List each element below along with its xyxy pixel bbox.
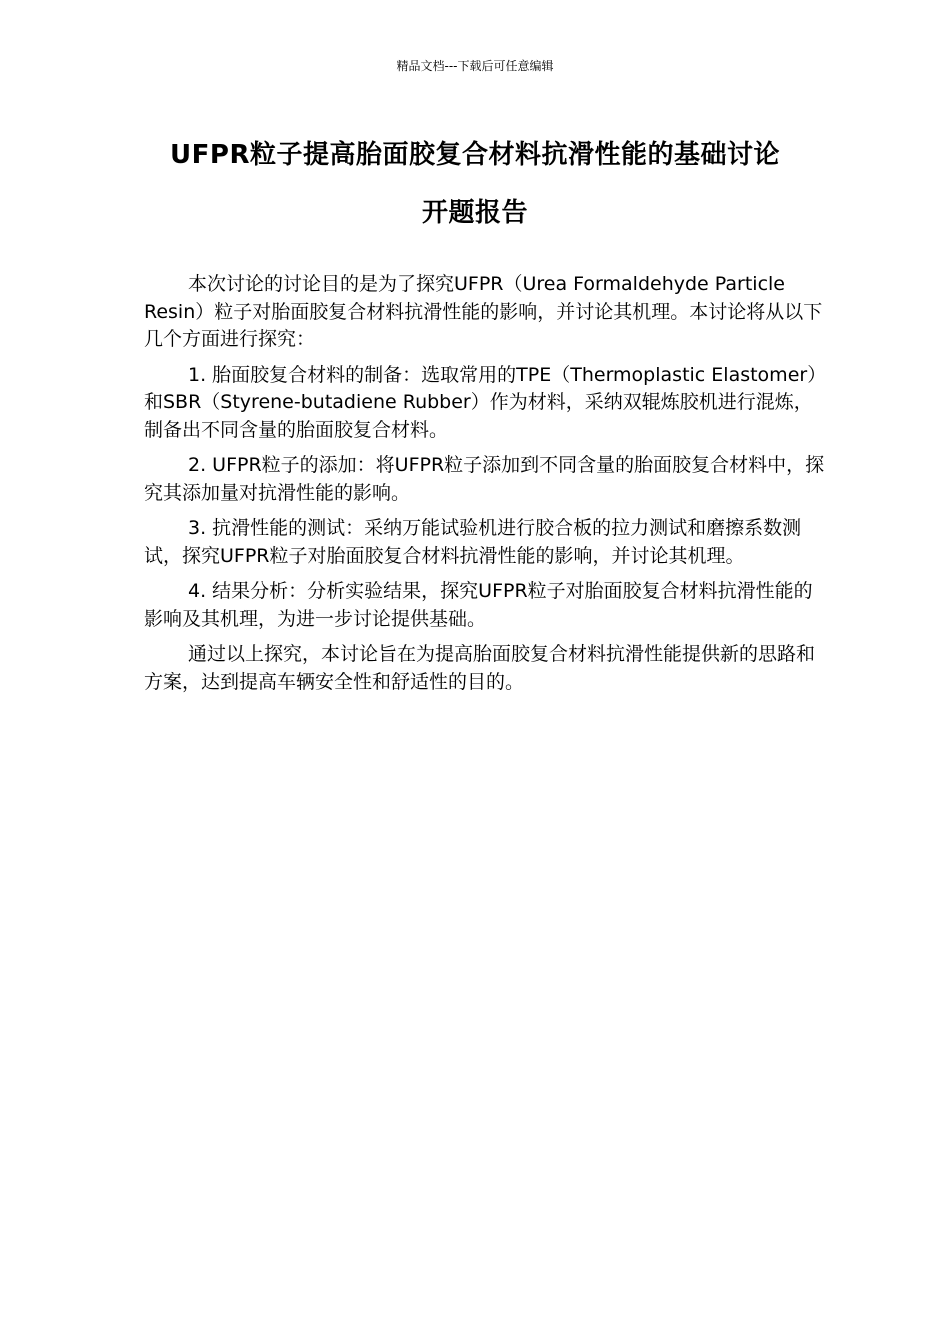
list-item-4: 4. 结果分析：分析实验结果，探究UFPR粒子对胎面胶复合材料抗滑性能的影响及其机理，为进一步讨论提供基础。 (144, 580, 813, 630)
list-item-3: 3. 抗滑性能的测试：采纳万能试验机进行胶合板的拉力测试和磨擦系数测试，探究UFPR粒子对胎面胶复合材料抗滑性能的影响，并讨论其机理。 (144, 517, 802, 567)
document-title-line-2: 开题报告 (421, 198, 528, 228)
intro-paragraph: 本次讨论的讨论目的是为了探究UFPR（Urea Formaldehyde Particle Resin）粒子对胎面胶复合材料抗滑性能的影响，并讨论其机理。本讨论将从以下几个方面进行探究： (144, 273, 823, 350)
conclusion-paragraph: 通过以上探究，本讨论旨在为提高胎面胶复合材料抗滑性能提供新的思路和方案，达到提高车辆安全性和舒适性的目的。 (144, 643, 816, 693)
header-note: 精品文档---下载后可任意编辑 (396, 59, 554, 73)
list-item-1: 1. 胎面胶复合材料的制备：选取常用的TPE（Thermoplastic Elastomer）和SBR（Styrene-butadiene Rubber）作为材料，采纳双辊炼胶机进行混炼，制备出不同含量的胎面胶复合材料。 (144, 363, 817, 441)
document-title-line-1: UFPR粒子提高胎面胶复合材料抗滑性能的基础讨论 (170, 140, 780, 170)
list-item-2: 2. UFPR粒子的添加：将UFPR粒子添加到不同含量的胎面胶复合材料中，探究其添加量对抗滑性能的影响。 (144, 454, 825, 504)
document-body (144, 271, 826, 704)
